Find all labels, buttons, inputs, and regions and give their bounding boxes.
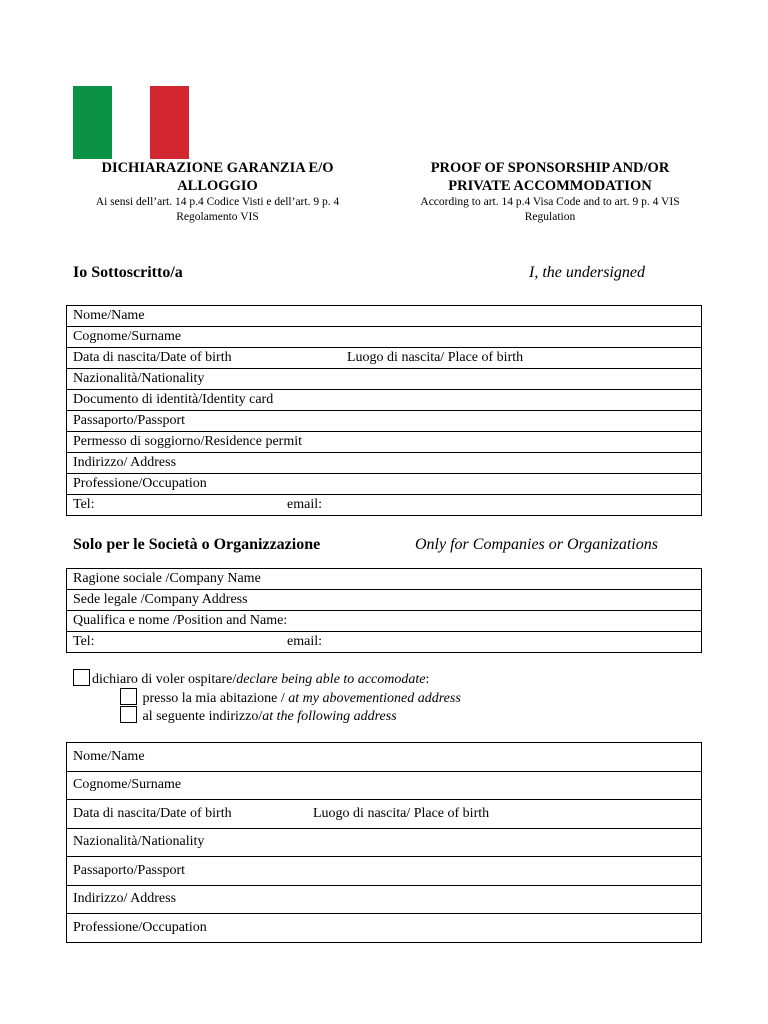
option1-text-en: at my abovementioned address (288, 691, 461, 706)
flag-red-stripe (150, 86, 189, 159)
guest-field-address[interactable] (67, 885, 702, 914)
field-company-tel-email[interactable] (67, 632, 702, 653)
option2-text-it: al seguente indirizzo/ (142, 709, 263, 724)
field-passport[interactable] (67, 411, 702, 432)
flag-green-stripe (73, 86, 112, 159)
field-label: Tel: (73, 634, 95, 649)
flag-white-stripe (112, 86, 151, 159)
field-label: email: (287, 497, 322, 512)
field-label: Sede legale /Company Address (73, 592, 248, 607)
field-label: Cognome/Surname (73, 777, 182, 793)
field-label: Tel: (73, 497, 95, 512)
section1-title-en: I, the undersigned (529, 264, 645, 281)
field-label: Qualifica e nome /Position and Name: (73, 613, 288, 628)
guest-field-dob-pob[interactable] (67, 800, 702, 829)
field-label: Nome/Name (73, 748, 145, 764)
field-label: Data di nascita/Date of birth (73, 350, 232, 365)
field-label: Cognome/Surname (73, 329, 182, 344)
field-label: Indirizzo/ Address (73, 891, 177, 907)
field-label: Nome/Name (73, 308, 145, 323)
header-italian (75, 159, 360, 225)
guest-field-surname[interactable] (67, 771, 702, 800)
option-own-home (120, 688, 461, 707)
guest-table (66, 742, 702, 943)
sponsor-table (66, 305, 702, 516)
guest-field-passport[interactable] (67, 857, 702, 886)
field-label: Passaporto/Passport (73, 413, 185, 428)
field-label: Passaporto/Passport (73, 862, 185, 878)
italian-flag (73, 86, 189, 159)
header-english (405, 159, 695, 225)
field-address[interactable] (67, 453, 702, 474)
declare-colon: : (425, 672, 430, 687)
guest-field-name[interactable] (67, 743, 702, 772)
header-subtitle-en: According to art. 14 p.4 Visa Code and to art. 9 p. 4 VIS Regulation (420, 196, 680, 223)
field-dob-pob[interactable] (67, 348, 702, 369)
declare-line (73, 669, 429, 688)
header-title-it: DICHIARAZIONE GARANZIA E/O ALLOGGIO (101, 160, 334, 194)
guest-field-occupation[interactable] (67, 914, 702, 943)
option2-text-en: at the following address (262, 709, 397, 724)
field-label: Indirizzo/ Address (73, 455, 177, 470)
field-name[interactable] (67, 306, 702, 327)
field-company-address[interactable] (67, 590, 702, 611)
field-occupation[interactable] (67, 474, 702, 495)
field-label: Professione/Occupation (73, 476, 207, 491)
field-identity-card[interactable] (67, 390, 702, 411)
field-residence-permit[interactable] (67, 432, 702, 453)
field-label: Luogo di nascita/ Place of birth (347, 350, 524, 365)
declare-checkbox[interactable] (73, 669, 90, 686)
section2-title-en: Only for Companies or Organizations (415, 536, 658, 553)
field-surname[interactable] (67, 327, 702, 348)
field-label: Documento di identità/Identity card (73, 392, 274, 407)
option-other-address (120, 706, 397, 725)
field-label: Data di nascita/Date of birth (73, 805, 232, 821)
field-nationality[interactable] (67, 369, 702, 390)
field-label: Nazionalità/Nationality (73, 371, 205, 386)
header-title-en: PROOF OF SPONSORSHIP AND/OR PRIVATE ACCOMMODATION (430, 160, 670, 194)
field-company-name[interactable] (67, 569, 702, 590)
field-label: Professione/Occupation (73, 919, 207, 935)
guest-field-nationality[interactable] (67, 828, 702, 857)
field-label: Ragione sociale /Company Name (73, 571, 261, 586)
field-label: email: (287, 634, 322, 649)
option1-text-it: presso la mia abitazione / (142, 691, 289, 706)
field-position-name[interactable] (67, 611, 702, 632)
header-subtitle-it: Ai sensi dell’art. 14 p.4 Codice Visti e dell’art. 9 p. 4 Regolamento VIS (95, 196, 340, 223)
other-address-checkbox[interactable] (120, 706, 137, 723)
field-label: Permesso di soggiorno/Residence permit (73, 434, 303, 449)
own-home-checkbox[interactable] (120, 688, 137, 705)
declare-text-it: dichiaro di voler ospitare/ (92, 672, 237, 687)
section1-title-it: Io Sottoscritto/a (73, 264, 183, 281)
section2-title-it: Solo per le Società o Organizzazione (73, 536, 321, 553)
field-label: Nazionalità/Nationality (73, 834, 205, 850)
declare-text-en: declare being able to accomodate (236, 672, 426, 687)
field-label: Luogo di nascita/ Place of birth (313, 805, 490, 821)
field-tel-email[interactable] (67, 495, 702, 516)
company-table (66, 568, 702, 653)
